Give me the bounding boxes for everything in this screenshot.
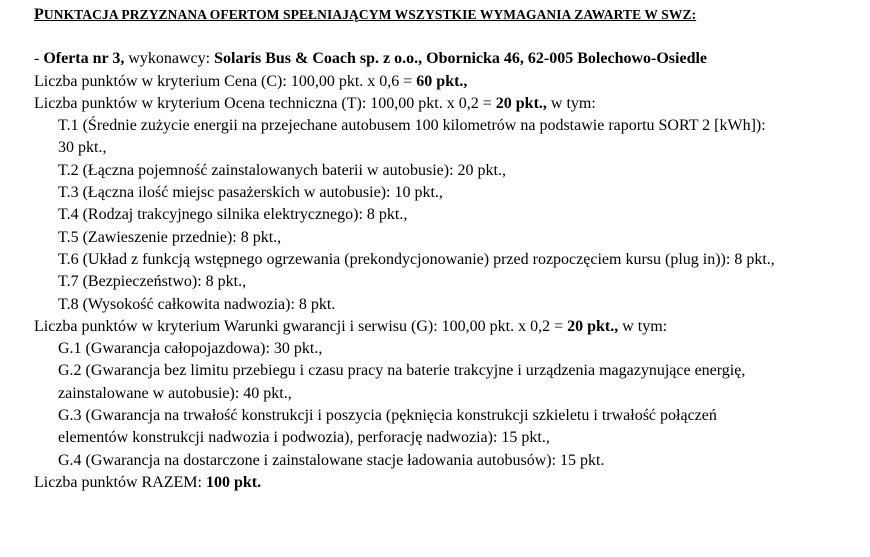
- subcriterion-t1-points: 30 pkt.,: [58, 139, 107, 157]
- warranty-criterion-suffix: w tym:: [618, 317, 668, 335]
- subcriterion-t3: T.3 (Łączna ilość miejsc pasażerskich w autobusie): 10 pkt.,: [58, 184, 443, 202]
- offer-prefix: -: [34, 50, 44, 68]
- subcriterion-g2-continued: zainstalowane w autobusie): 40 pkt.,: [58, 384, 292, 402]
- subcriterion-g3: G.3 (Gwarancja na trwałość konstrukcji i poszycia (pęknięcia konstrukcji szkieletu i trwałość połączeń: [58, 407, 717, 425]
- subcriterion-t8: T.8 (Wysokość całkowita nadwozia): 8 pkt.: [58, 295, 336, 313]
- subcriterion-t6: T.6 (Układ z funkcją wstępnego ogrzewania (prekondycjonowanie) przed rozpoczęciem kursu (plug in)): 8 pkt.,: [58, 250, 775, 268]
- subcriterion-t1: T.1 (Średnie zużycie energii na przejechane autobusem 100 kilometrów na podstawie raportu SORT 2 [kWh]):: [58, 117, 766, 135]
- warranty-criterion-line: [34, 316, 870, 338]
- technical-criterion-line: [34, 93, 870, 115]
- heading-first-letter: P: [34, 6, 44, 23]
- price-criterion-result: 60 pkt.,: [416, 72, 468, 90]
- spacer: [34, 26, 870, 48]
- warranty-criterion-text: Liczba punktów w kryterium Warunki gwarancji i serwisu (G): 100,00 pkt. x 0,2 =: [34, 317, 568, 335]
- technical-criterion-text: Liczba punktów w kryterium Ocena techniczna (T): 100,00 pkt. x 0,2 =: [34, 94, 496, 112]
- price-criterion-text: Liczba punktów w kryterium Cena (C): 100,00 pkt. x 0,6 =: [34, 72, 417, 90]
- subcriterion-g4: G.4 (Gwarancja na dostarczone i zainstalowane stacje ładowania autobusów): 15 pkt.: [58, 451, 605, 469]
- offer-name: Oferta nr 3,: [43, 50, 125, 68]
- heading-text: UNKTACJA PRZYZNANA OFERTOM SPEŁNIAJĄCYM WSZYSTKIE WYMAGANIA ZAWARTE W SWZ:: [43, 7, 697, 22]
- subcriterion-g2: G.2 (Gwarancja bez limitu przebiegu i czasu pracy na baterie trakcyjne i urządzenia magazynujące energię,: [58, 362, 746, 380]
- offer-line: [34, 48, 870, 70]
- technical-criterion-result: 20 pkt.,: [495, 94, 547, 112]
- subcriterion-g1: G.1 (Gwarancja całopojazdowa): 30 pkt.,: [58, 340, 323, 358]
- subcriterion-t2: T.2 (Łączna pojemność zainstalowanych baterii w autobusie): 20 pkt.,: [58, 161, 506, 179]
- subcriterion-t7: T.7 (Bezpieczeństwo): 8 pkt.,: [58, 273, 247, 291]
- total-line: [34, 472, 870, 494]
- contractor-name: Solaris Bus & Coach sp. z o.o., Obornicka 46, 62-005 Bolechowo-Osiedle: [214, 50, 708, 68]
- document: [34, 4, 870, 494]
- warranty-criterion-result: 20 pkt.,: [567, 317, 619, 335]
- total-text: Liczba punktów RAZEM:: [34, 473, 206, 491]
- subcriterion-g3-continued: elementów konstrukcji nadwozia i podwozia), perforację nadwozia): 15 pkt.,: [58, 429, 550, 447]
- subcriterion-t5: T.5 (Zawieszenie przednie): 8 pkt.,: [58, 228, 282, 246]
- technical-criterion-suffix: w tym:: [546, 94, 596, 112]
- total-result: 100 pkt.: [205, 473, 262, 491]
- section-heading: [34, 4, 870, 26]
- price-criterion-line: [34, 71, 870, 93]
- contractor-label: wykonawcy:: [124, 50, 215, 68]
- subcriterion-t4: T.4 (Rodzaj trakcyjnego silnika elektrycznego): 8 pkt.,: [58, 206, 408, 224]
